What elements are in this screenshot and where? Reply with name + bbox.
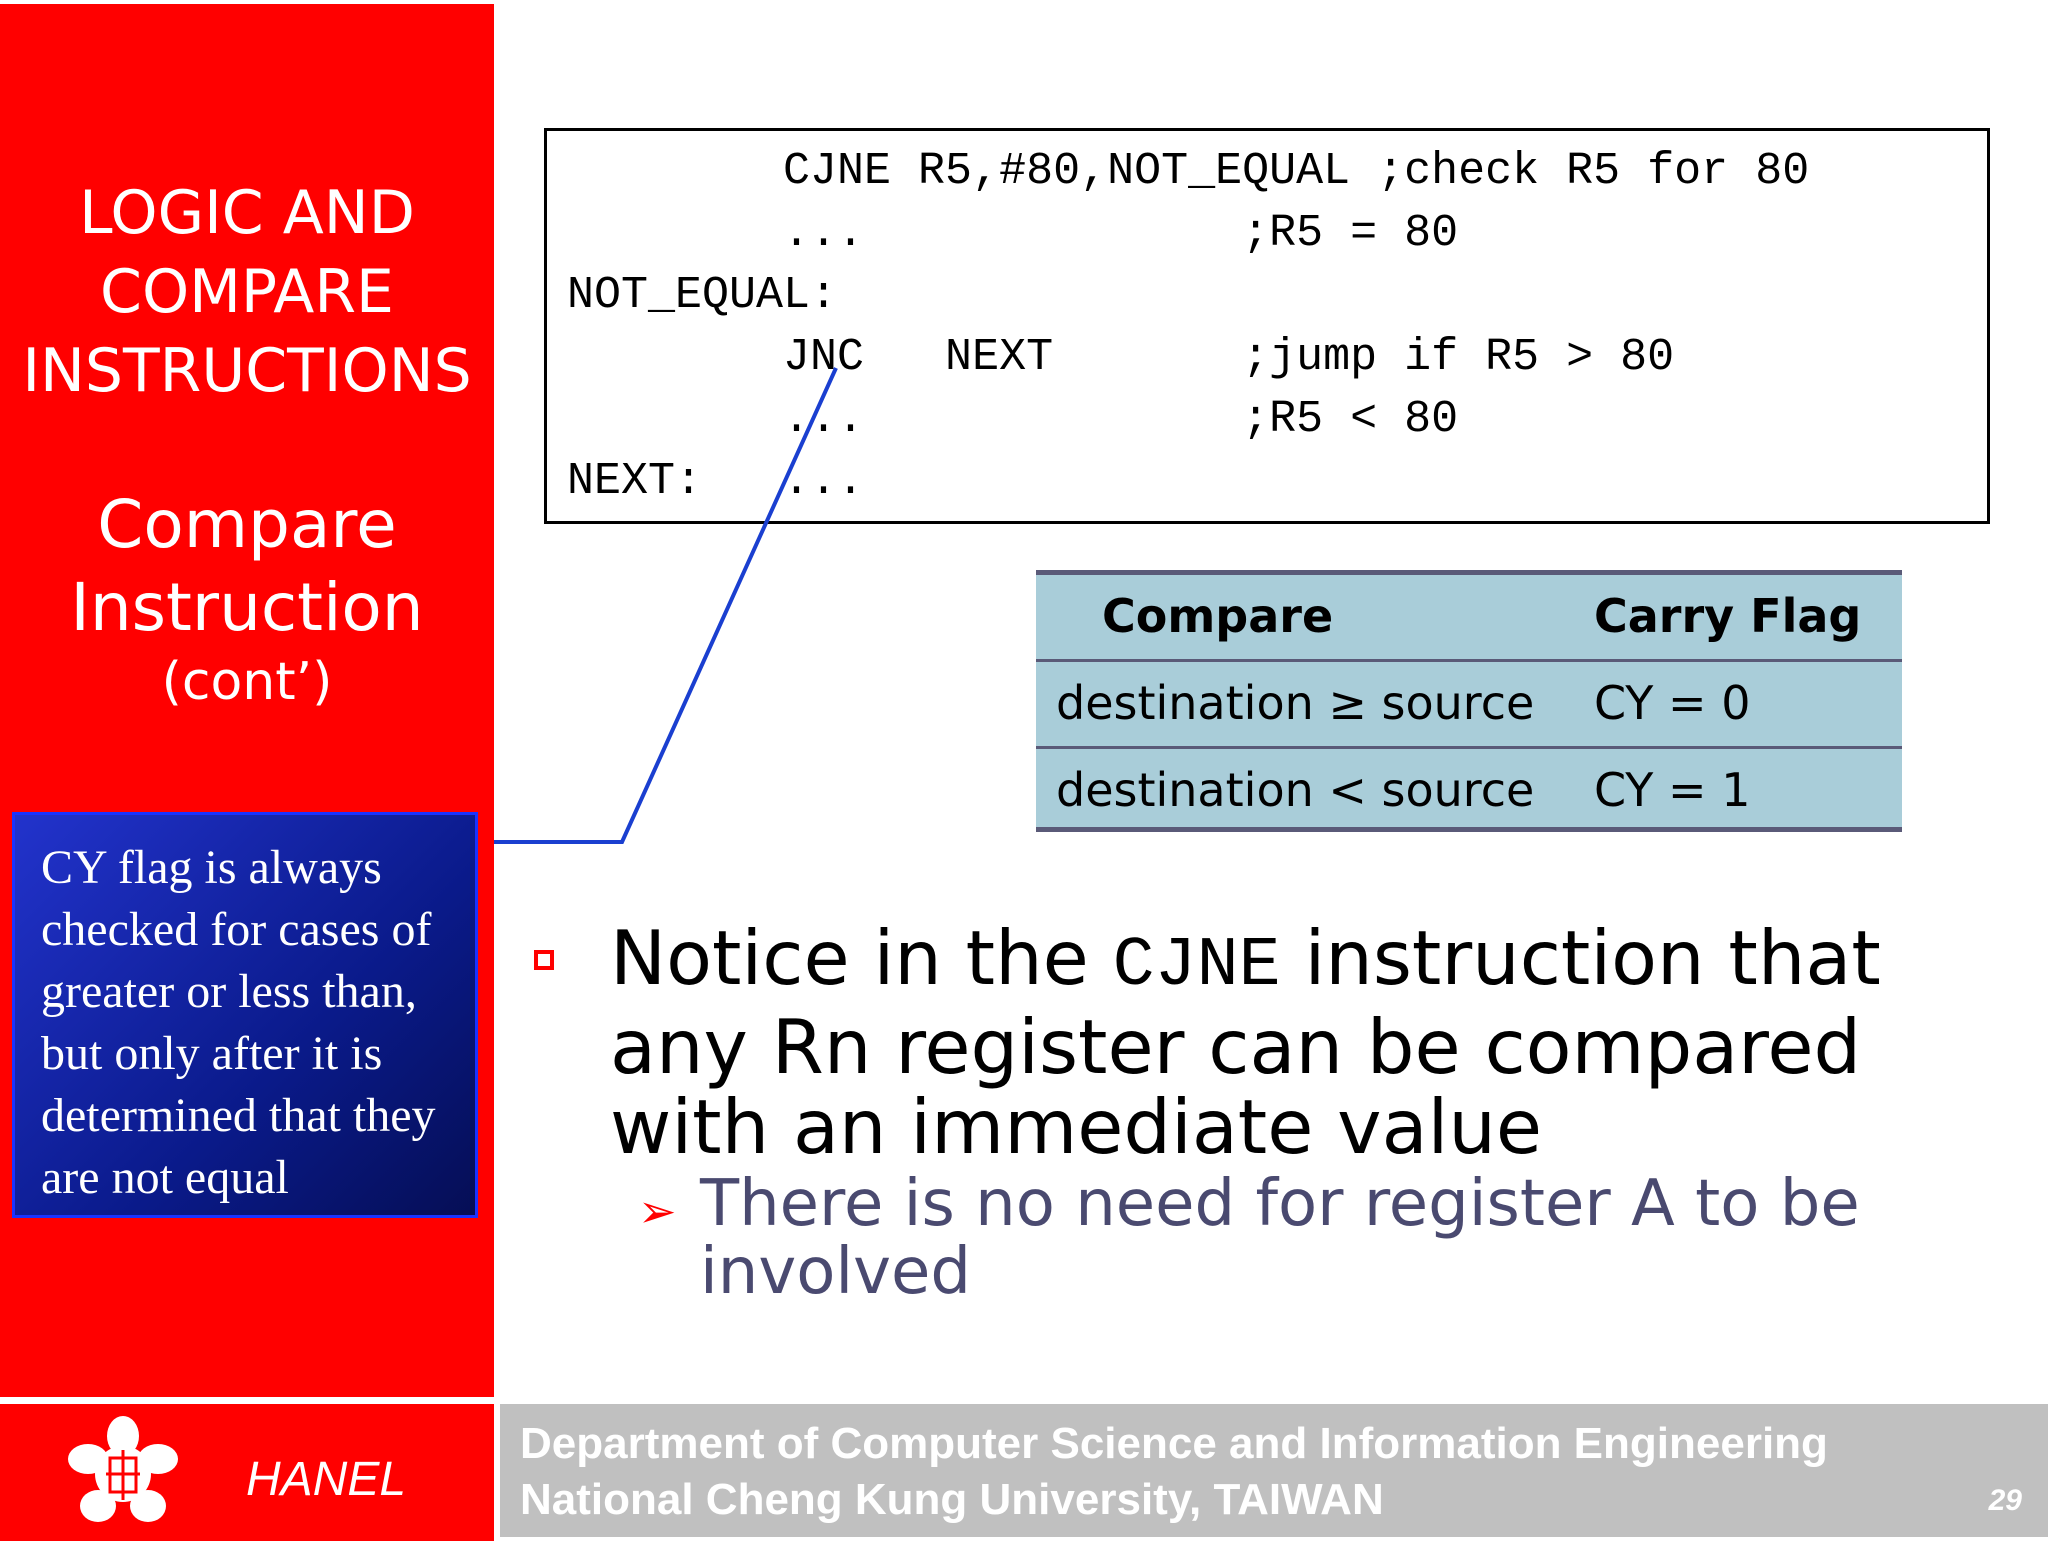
- department-line: Department of Computer Science and Information Engineering: [520, 1419, 1828, 1468]
- section-title-line: COMPARE: [100, 257, 394, 327]
- subsection-cont-label: (cont’): [161, 652, 333, 712]
- table-cell: CY = 1: [1594, 763, 1751, 817]
- department-label: [520, 1416, 1828, 1528]
- university-line: National Cheng Kung University, TAIWAN: [520, 1475, 1384, 1524]
- section-title-line: LOGIC AND: [79, 178, 415, 248]
- table-cell: destination ≥ source: [1056, 676, 1535, 730]
- bullet-text-post: instruction that any Rn register can be compared with an immediate value: [610, 914, 1881, 1171]
- page-number: 29: [1988, 1484, 2022, 1517]
- subsection-title-line: Compare: [97, 486, 397, 563]
- square-bullet-icon: [534, 950, 554, 970]
- code-line: ... ;R5 < 80: [567, 394, 1459, 445]
- note-text: CY flag is always checked for cases of greater or less than, but only after it is determined that they are not equal: [41, 841, 436, 1204]
- compare-table: [1036, 570, 1902, 832]
- table-cell: destination < source: [1056, 763, 1535, 817]
- table-cell: CY = 0: [1594, 676, 1751, 730]
- code-line: CJNE R5,#80,NOT_EQUAL ;check R5 for 80: [567, 146, 1810, 197]
- table-row: [1036, 746, 1902, 833]
- university-emblem-icon: [58, 1414, 188, 1534]
- bullet-code-term: CJNE: [1112, 927, 1281, 1006]
- table-header-cell: Compare: [1102, 589, 1334, 643]
- code-line: NEXT: ...: [567, 456, 865, 507]
- code-line: JNC NEXT ;jump if R5 > 80: [567, 332, 1675, 383]
- table-header-row: [1036, 575, 1902, 659]
- code-line: ... ;R5 = 80: [567, 208, 1459, 259]
- section-title-line: INSTRUCTIONS: [22, 336, 472, 406]
- table-row: [1036, 659, 1902, 746]
- footer-right: [500, 1404, 2048, 1537]
- table-header-cell: Carry Flag: [1594, 589, 1862, 643]
- author-label: HANEL: [246, 1453, 407, 1506]
- bullet-text-pre: Notice in the: [610, 914, 1113, 1002]
- footer-left: [0, 1400, 494, 1541]
- sub-bullet-text: There is no need for register A to be involved: [700, 1167, 1860, 1309]
- subsection-title-line: Instruction: [70, 569, 424, 646]
- code-line: NOT_EQUAL:: [567, 270, 838, 321]
- arrow-bullet-icon: ➢: [638, 1184, 677, 1238]
- main-bullet-text: [610, 914, 2010, 1171]
